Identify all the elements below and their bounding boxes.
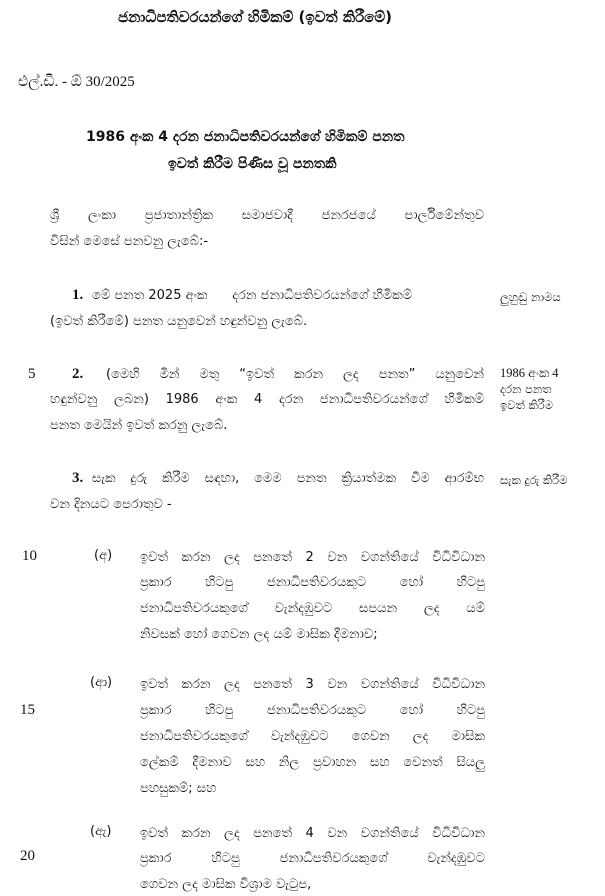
section-2-line1: (මෙහි මින් මතු “ඉවත් කරන ලද පනත” යනුවෙන් xyxy=(106,367,484,382)
bill-long-title-line1: 1986 අංක 4 දරන ජනාධිපතිවරයන්ගේ හිමිකම් පනත xyxy=(86,129,405,145)
section-3-line2: වන දිනයට පෙරාතුව - xyxy=(50,497,172,512)
section-1-number: 1. xyxy=(72,287,84,303)
item-a-line2: ප්‍රකාර හිටපු ජනාධිපතිවරයකුට හෝ හිටපු xyxy=(140,575,485,590)
enacting-clause-line1: ශ්‍රී ලංකා ප්‍රජාතාන්ත්‍රික සමාජවාදී ජනරජයේ පාර්ලිමේන්තුව xyxy=(50,208,484,223)
item-aa-line3: ජනාධිපතිවරයකුගේ වැන්දඹුවට ගෙවන ලද මාසික xyxy=(140,729,485,744)
section-3-line1: සැක දුරු කිරීම සඳහා, මෙම පනත ක්‍රියාත්මක වීම ආරම්භ xyxy=(92,471,484,486)
section-3-margin-note: සැක දුරු කිරීම xyxy=(500,473,568,487)
line-number-20: 20 xyxy=(20,848,35,864)
section-2-margin-note-1: 1986 අංක 4 xyxy=(500,366,559,380)
section-1-line1: මේ පනත 2025 අංක දරන ජනාධිපතිවරයන්ගේ හිමිකම් xyxy=(92,288,413,303)
item-ae-line1: ඉවත් කරන ලද පනතේ 4 වන වගන්තියේ විධිවිධාන xyxy=(140,826,485,841)
line-number-10: 10 xyxy=(22,548,37,564)
section-1-line2: (ඉවත් කිරීමේ) පනත යනුවෙන් හඳුන්වනු ලැබේ. xyxy=(50,314,308,329)
section-3-number: 3. xyxy=(72,470,84,486)
line-number-5: 5 xyxy=(28,366,36,382)
section-2-margin-note-2: දරන පනත xyxy=(500,382,552,396)
item-ae-label: (ඇ) xyxy=(90,824,112,839)
line-number-15: 15 xyxy=(20,702,35,718)
running-header-title: ජනාධිපතිවරයන්ගේ හිමිකම් (ඉවත් කිරීමේ) xyxy=(118,8,392,26)
item-aa-line1: ඉවත් කරන ලද පනතේ 3 වන වගන්තියේ විධිවිධාන xyxy=(140,677,485,692)
section-2-line2: හඳුන්වනු ලබන) 1986 අංක 4 දරන ජනාධිපතිවරයන්ගේ හිමිකම් xyxy=(50,392,484,407)
section-2-number: 2. xyxy=(72,366,84,382)
bill-long-title-line2: ඉවත් කිරීම පිණිස වූ පනතකි xyxy=(168,156,337,172)
item-ae-line2: ප්‍රකාර හිටපු ජනාධිපතිවරයකුගේ වැන්දඹුවට xyxy=(140,851,485,866)
item-aa-line4: ලේකම් දීමනාව සහ නිල ප්‍රවාහන සහ වෙනත් සියලු xyxy=(140,755,485,770)
section-2-margin-note-3: ඉවත් කිරීම xyxy=(500,398,554,412)
item-a-line1: ඉවත් කරන ලද පනතේ 2 වන වගන්තියේ විධිවිධාන xyxy=(140,550,485,565)
item-a-line3: ජනාධිපතිවරයකුගේ වැන්දඹුවට සපයන ලද යම් xyxy=(140,601,485,616)
item-a-label: (අ) xyxy=(94,548,113,563)
section-1-margin-note: ලුහුඬු නාමය xyxy=(500,290,561,304)
item-a-line4: නිවසක් හෝ ගෙවන ලද යම් මාසික දීමනාව; xyxy=(140,627,378,642)
item-aa-line2: ප්‍රකාර හිටපු ජනාධිපතිවරයකුට හෝ හිටපු xyxy=(140,703,485,718)
enacting-clause-line2: විසින් මෙසේ පනවනු ලැබේ:- xyxy=(50,234,209,249)
section-2-line3: පනත මෙයින් ඉවත් කරනු ලැබේ. xyxy=(50,418,228,433)
item-aa-label: (ආ) xyxy=(90,675,113,690)
item-aa-line5: පහසුකම්; සහ xyxy=(140,781,217,796)
item-ae-line3: ගෙවන ලද මාසික විශ්‍රාම වැටුප, xyxy=(140,877,312,892)
bill-reference: එල්.ඩී. - ඕ 30/2025 xyxy=(18,74,135,90)
